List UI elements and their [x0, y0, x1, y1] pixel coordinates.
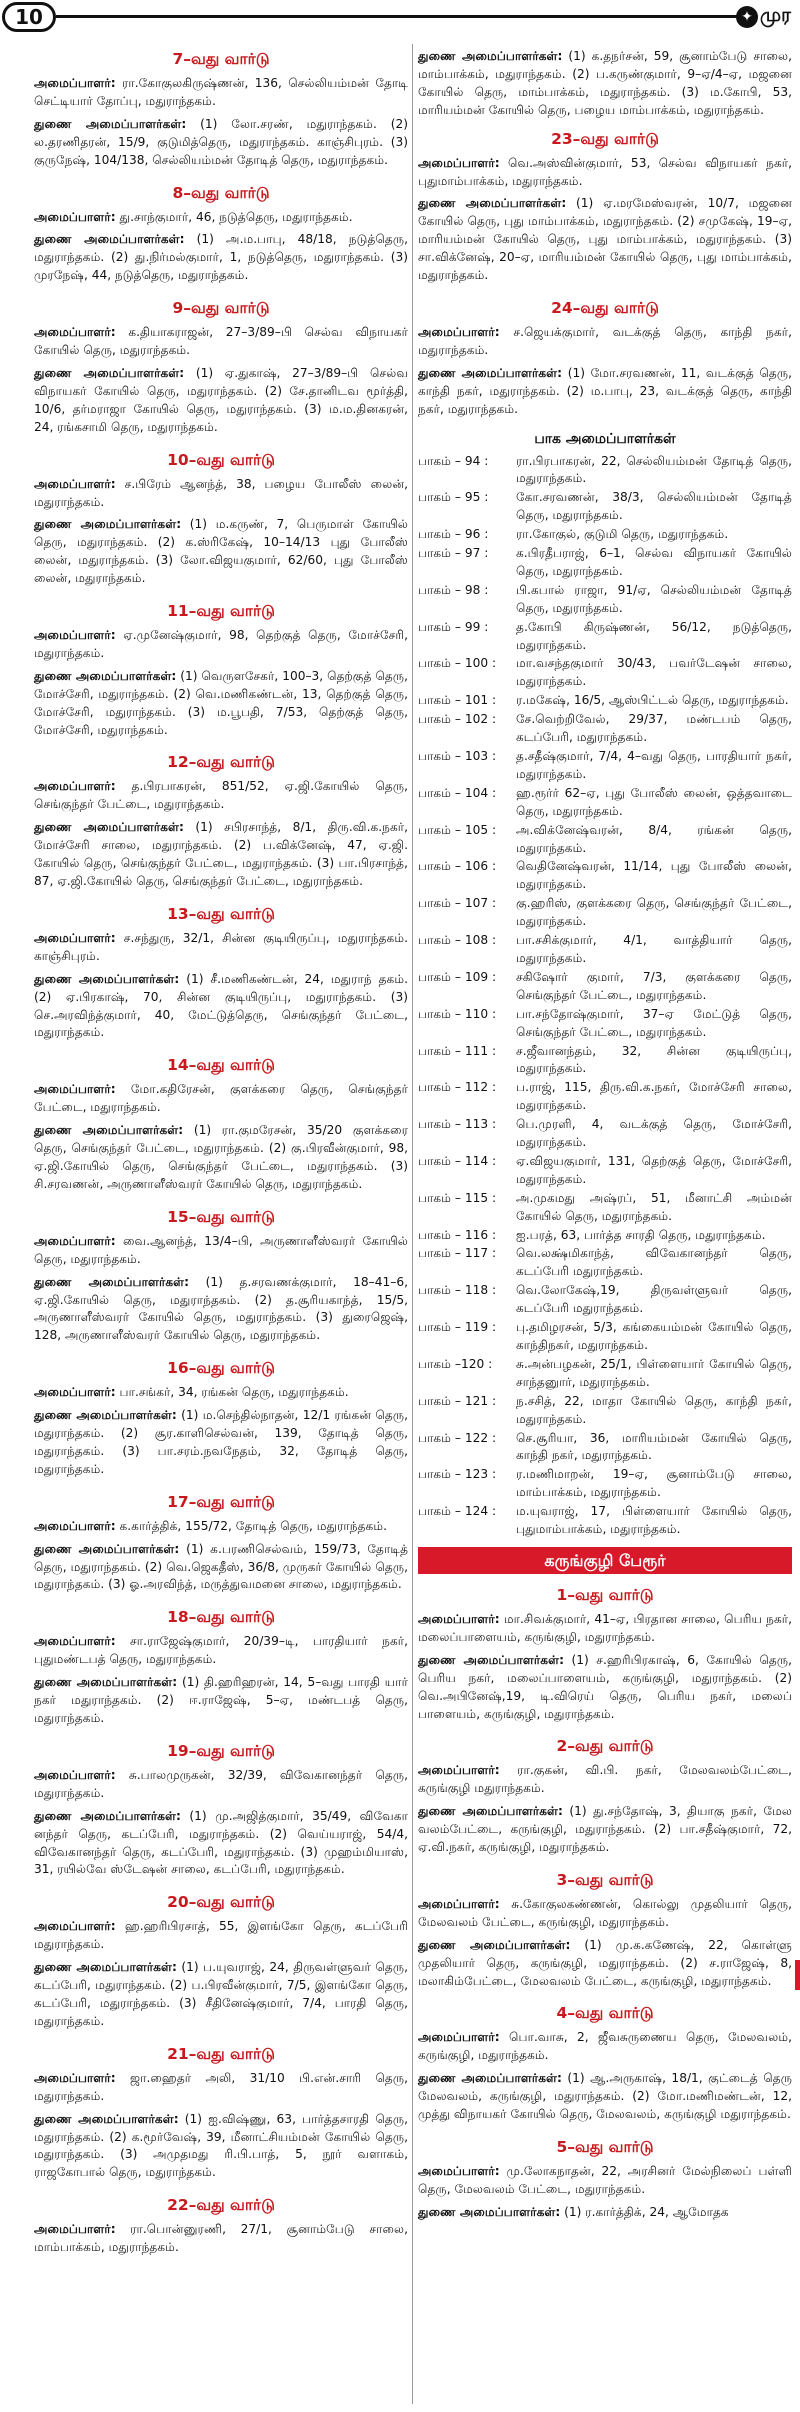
secretary-text: பொ.வாசு, 2, ஜீவசுருணைய தெரு, மேலவலம், கருங்குழி, மதுராந்தகம்.	[418, 2030, 792, 2063]
ward-block	[418, 1735, 792, 1857]
ward-block	[418, 2136, 792, 2222]
booth-row	[418, 526, 792, 544]
ward-deputies	[418, 2070, 792, 2124]
secretary-label: அமைப்பாளர்:	[34, 2070, 116, 2085]
ward-title: 18–வது வார்டு	[167, 1608, 275, 1627]
booth-organizer: ர.மணிமாறன், 19–ஏ, சூனாம்பேடு சாலை, மாம்பாக்கம், மதுராந்தகம்.	[516, 1467, 792, 1500]
deputies-text: (1) தி.ஹரிஹரன், 14, 5–வது பாரதி யார் நகர் மதுராந்தகம். (2) ஈ.ராஜேஷ், 5–ஏ, மண்டபத் தெரு, மதுராந்தகம்.	[34, 1675, 408, 1725]
header-rule	[56, 15, 738, 18]
karunguzhi-ward-list	[418, 1584, 792, 2222]
ward-title: 23–வது வார்டு	[551, 129, 659, 148]
secretary-label: அமைப்பாளர்:	[34, 930, 116, 945]
deputy-label: துணை அமைப்பாளர்கள்:	[34, 116, 187, 131]
booth-row	[418, 969, 792, 1005]
booth-number: பாகம் – 97 :	[418, 546, 489, 561]
ward-title: 11–வது வார்டு	[167, 602, 275, 621]
deputy-label: துணை அமைப்பாளர்கள்:	[34, 517, 182, 532]
ward-title: 8–வது வார்டு	[172, 183, 270, 202]
ward-title: 7–வது வார்டு	[172, 50, 270, 68]
secretary-label: அமைப்பாளர்:	[418, 1896, 500, 1911]
booth-row	[418, 895, 792, 931]
ward-title: 20–வது வார்டு	[167, 1893, 275, 1912]
booth-number: பாகம் – 105 :	[418, 822, 497, 837]
secretary-label: அமைப்பாளர்:	[34, 1233, 116, 1248]
ward-block	[34, 48, 408, 170]
ward-deputies	[34, 668, 408, 740]
ward-block	[34, 1357, 408, 1479]
booth-row	[418, 1227, 792, 1245]
ward-deputies	[418, 2204, 792, 2222]
secretary-text: ரா.பொன்னுரணி, 27/1, சூனாம்பேடு சாலை, மாம்பாக்கம், மதுராந்தகம்.	[34, 2222, 408, 2255]
deputies-text: (1) க.பரணிசெல்வம், 159/73, தோடித் தெரு, மதுராந்தகம். (2) வெ.ஜெகதீஸ், 36/8, முருகர் கோயில் தெரு, மதுராந்தகம். (3) ஓ.அரவிந்த், மருத்துவமனை சாலை, மதுராந்தகம்.	[34, 1541, 409, 1592]
booth-row	[418, 822, 792, 858]
ward-deputies	[34, 1274, 408, 1346]
ward-deputies	[34, 819, 408, 891]
booth-row	[418, 1319, 792, 1355]
ward-deputies	[34, 1674, 408, 1728]
secretary-label: அமைப்பாளர்:	[418, 2030, 500, 2045]
booth-organizer: பெ.முரளி, 4, வடக்குத் தெரு, மோச்சேரி, மதுராந்தகம்.	[516, 1117, 792, 1150]
ward-block	[34, 1491, 408, 1595]
right-column	[418, 48, 792, 2234]
ward-title: 21–வது வார்டு	[167, 2044, 275, 2063]
deputies-text: (1) ஏ.துகாஷ், 27–3/89–பி செல்வ விநாயகர் கோயில் தெரு, மதுராந்தகம். (2) சே.தானிடவ மூர்த்தி, 10/6, தர்மராஜா கோயில் தெரு, மதுராந்தகம். (3) ம.ம.தினகரன், 24, ரங்கசாமி தெரு, மதுராந்தகம்.	[34, 365, 409, 434]
deputies-text: (1) ஆ.அருகாஷ், 18/1, குட்டைத் தெரு மேலவலம், கருங்குழி, மதுராந்தகம். (2) மோ.மணிமண்டன், 12, முத்து விநாயகர் கோயில் தெரு, மேலவலம், கருங்குழி மதுராந்தகம்.	[418, 2071, 793, 2122]
ward-block	[34, 1606, 408, 1728]
deputy-label: துணை அமைப்பாளர்கள்:	[418, 1804, 563, 1819]
ward-title: 15–வது வார்டு	[167, 1207, 275, 1226]
booth-number: பாகம் – 98 :	[418, 582, 489, 597]
ward-secretary	[418, 1611, 792, 1647]
booth-number: பாகம் – 121 :	[418, 1393, 497, 1408]
deputy-label: துணை அமைப்பாளர்கள்:	[34, 1408, 177, 1423]
booth-organizer: ப.ராஜ், 115, திரு.வி.க.நகர், மோச்சேரி சாலை, மதுராந்தகம்.	[516, 1080, 792, 1113]
deputy-label: துணை அமைப்பாளர்கள்:	[34, 2111, 179, 2126]
secretary-text: ரா.கோகுலகிருஷ்ணன், 136, செல்லியம்மன் தோடி செட்டியார் தோப்பு, மதுராந்தகம்.	[34, 76, 408, 108]
booth-number: பாகம் – 112 :	[418, 1080, 497, 1095]
booth-row	[418, 453, 792, 489]
booth-organizer: ச.ஜீவானந்தம், 32, சின்ன குடியிருப்பு, மதுராந்தகம்.	[516, 1043, 792, 1076]
booth-organizer: சகிஷோர் குமார், 7/3, குளக்கரை தெரு, செங்குந்தர் பேட்டை, மதுராந்தகம்.	[516, 969, 792, 1002]
booth-number: பாகம் – 111 :	[418, 1043, 497, 1058]
secretary-text: ஜா.ஹைதர் அலி, 31/10 பி.என்.சாரி தெரு, மதுராந்தகம்.	[34, 2070, 408, 2103]
ward-secretary	[34, 778, 408, 814]
booth-row	[418, 785, 792, 821]
secretary-text: து.சாந்குமார், 46, நடுத்தெரு, மதுராந்தகம்.	[119, 209, 353, 224]
ward-secretary	[34, 1081, 408, 1117]
ward-title: 16–வது வார்டு	[167, 1359, 275, 1378]
booth-row	[418, 1079, 792, 1115]
ward-block	[418, 2002, 792, 2124]
booth-row	[418, 619, 792, 655]
ward-secretary	[34, 2221, 408, 2257]
booth-number: பாகம் – 107 :	[418, 896, 497, 911]
ward-secretary	[34, 1384, 408, 1402]
ward-secretary	[34, 1633, 408, 1669]
deputy-label: துணை அமைப்பாளர்கள்:	[418, 1652, 564, 1667]
secretary-text: வெ.அஸ்வின்குமார், 53, செல்வ விநாயகர் நகர், புதுமாம்பாக்கம், மதுராந்தகம்.	[418, 155, 793, 188]
deputy-label: துணை அமைப்பாளர்கள்:	[418, 196, 567, 211]
ward-deputies	[34, 116, 408, 170]
deputy-label: துணை அமைப்பாளர்கள்:	[34, 820, 184, 835]
ward-deputies	[418, 1803, 792, 1857]
booth-organizer: ஹ.ரூர்ர் 62–ஏ, புது போலீஸ் லைன், ஒத்தவாடை தெரு, மதுராந்தகம்.	[516, 785, 792, 818]
ward-title: 17–வது வார்டு	[167, 1492, 275, 1511]
booth-organizer: பா.சந்தோஷ்குமார், 37–ஏ மேட்டுத் தெரு, செங்குந்தர் பேட்டை, மதுராந்தகம்.	[516, 1006, 792, 1039]
secretary-label: அமைப்பாளர்:	[34, 209, 116, 224]
ward-secretary	[34, 209, 408, 227]
booth-row	[418, 692, 792, 710]
booth-number: பாகம் – 95 :	[418, 490, 489, 505]
booth-number: பாகம் – 94 :	[418, 453, 489, 468]
ward-secretary	[418, 2163, 792, 2199]
booth-number: பாகம் – 100 :	[418, 656, 497, 671]
ward-secretary	[34, 324, 408, 360]
booth-number: பாகம் – 110 :	[418, 1006, 497, 1021]
booth-number: பாகம் – 106 :	[418, 859, 497, 874]
secretary-label: அமைப்பாளர்:	[34, 476, 116, 491]
deputies-text: (1) மோ.சரவணன், 11, வடக்குத் தெரு, காந்தி நகர், மதுராந்தகம். (2) ம.பாபு, 23, வடக்குத் தெரு, காந்தி நகர், மதுராந்தகம்.	[418, 365, 793, 416]
booth-organizer: ரா.பிரபாகரன், 22, செல்லியம்மன் தோடித் தெரு, மதுராந்தகம்.	[516, 453, 792, 486]
ward-title: 14–வது வார்டு	[167, 1056, 275, 1075]
booth-row	[418, 1466, 792, 1502]
booth-number: பாகம் – 103 :	[418, 749, 497, 763]
booth-row	[418, 1282, 792, 1318]
booth-row	[418, 1006, 792, 1042]
deputies-text: (1) வெருளசேகர், 100–3, தெற்குத் தெரு, மோச்சேரி, மதுராந்தகம். (2) வெ.மணிகண்டன், 13, தெற்குத் தெரு, மோச்சேரி, மதுராந்தகம். (3) ம.பூபதி, 7/53, தெற்குத் தெரு, மோச்சேரி, மதுராந்தகம்.	[34, 668, 409, 737]
secretary-label: அமைப்பாளர்:	[34, 1385, 116, 1400]
ward-block	[34, 1206, 408, 1345]
ward-title: 4–வது வார்டு	[556, 2004, 654, 2023]
deputy-label: துணை அமைப்பாளர்கள்:	[34, 1960, 177, 1975]
deputies-text: (1) ப.யுவராஜ், 24, திருவள்ளுவர் தெரு, கடப்பேரி, மதுராந்தகம். (2) ப.பிரவீன்குமார், 7/5, இளங்கோ தெரு, கடப்பேரி, மதுராந்தகம். (3) சீதினேஷ்குமார், 7/4, பாரதி தெரு, மதுராந்தகம்.	[34, 1960, 408, 2028]
booth-organizer: வெ.லக்ஷ்மிகாந்த், விவேகானந்தர் தெரு, கடப்பேரி மதுராந்தகம்.	[516, 1246, 792, 1279]
booth-row	[418, 1190, 792, 1226]
ward-block	[34, 1054, 408, 1193]
booth-organizer: அ.விக்னேஷ்வரன், 8/4, ரங்கன் தெரு, மதுராந்தகம்.	[516, 822, 792, 855]
ward-secretary	[418, 1896, 792, 1932]
secretary-label: அமைப்பாளர்:	[418, 324, 500, 339]
booth-organizer: ம.யுவராஜ், 17, பிள்ளையார் கோயில் தெரு, புதுமாம்பாக்கம், மதுராந்தகம்.	[516, 1504, 792, 1537]
ward-title: 9–வது வார்டு	[172, 299, 270, 318]
booth-row	[418, 582, 792, 618]
booth-organizer: கோ.சரவணன், 38/3, செல்லியம்மன் தோடித் தெரு, மதுராந்தகம்.	[516, 490, 792, 523]
secretary-text: ச.ஜெயக்குமார், வடக்குத் தெரு, காந்தி நகர், மதுராந்தகம்.	[418, 324, 793, 357]
booth-number: பாகம் – 102 :	[418, 712, 497, 727]
ward-title: 2–வது வார்டு	[556, 1737, 654, 1756]
secretary-label: அமைப்பாளர்:	[34, 1518, 116, 1533]
deputies-text: (1) ம.கருண், 7, பெருமாள் கோயில் தெரு, மதுராந்தகம். (2) க.ஸ்ரிகேஷ், 10–14/13 புது போலீஸ் லைன், மதுராந்தகம். (3) லோ.விஜயகுமார், 62/60, புது போலீஸ் லைன், மதுராந்தகம்.	[34, 517, 409, 586]
secretary-label: அமைப்பாளர்:	[34, 1767, 116, 1782]
secretary-label: அமைப்பாளர்:	[418, 155, 500, 170]
deputies-text: (1) ச.ஹரிபிரகாஷ், 6, கோயில் தெரு, பெரிய நகர், மலைப்பாளையம், கருங்குழி, மதுராந்தகம். (2) வெ.அபினேஷ்,19, டி.விரெய் தெரு, பெரிய நகர், மலைப் பாளையம், கருங்குழி, மதுராந்தகம்.	[418, 1652, 793, 1721]
deputies-text: (1) மு.அஜித்குமார், 35/49, விவேகா னந்தர் தெரு, கடப்பேரி, மதுராந்தகம். (2) வெய்யராஜ், 54/4, விவேகானந்தர் தெரு, கடப்பேரி, மதுராந்தகம். (3) முஹம்மியாஸ், 31, ரயில்வே ஸ்டேஷன் சாலை, கடப்பேரி, மதுராந்தகம்.	[34, 1808, 408, 1877]
ward-title: 12–வது வார்டு	[167, 753, 275, 772]
ward-secretary	[34, 476, 408, 512]
publication-name: முர	[760, 4, 791, 26]
booth-number: பாகம் – 114 :	[418, 1153, 497, 1168]
ward-title: 1–வது வார்டு	[556, 1585, 654, 1604]
booth-organizer: வெதினேஷ்வரன், 11/14, புது போலீஸ் லைன், மதுராந்தகம்.	[516, 859, 792, 892]
booth-organizer: ரா.கோகுல், குடுமி தெரு, மதுராந்தகம்.	[516, 527, 729, 542]
booth-row	[418, 1116, 792, 1152]
ward-deputies	[34, 971, 408, 1043]
ward-deputies	[418, 195, 792, 285]
ward-block	[34, 2043, 408, 2182]
ward-secretary	[34, 2070, 408, 2106]
booth-number: பாகம் – 118 :	[418, 1283, 497, 1298]
secretary-text: ஹ.ஹரிபிரசாத், 55, இளங்கோ தெரு, கடப்பேரி மதுராந்தகம்.	[34, 1919, 409, 1952]
secretary-text: ச.பிரேம் ஆனந்த், 38, பழைய போலீஸ் லைன், மதுராந்தகம்.	[34, 476, 409, 509]
secretary-text: ஏ.முனேஷ்குமார், 98, தெற்குத் தெரு, மோச்சேரி, மதுராந்தகம்.	[34, 628, 408, 660]
booth-organizer: த.கோபி கிருஷ்ணன், 56/12, நடுத்தெரு, மதுராந்தகம்.	[516, 619, 792, 652]
ward-deputies	[34, 1808, 408, 1880]
deputy-label: துணை அமைப்பாளர்கள்:	[34, 1123, 184, 1138]
booth-section-heading: பாக அமைப்பாளர்கள்	[534, 430, 676, 447]
ward-block	[418, 128, 792, 285]
emblem-icon: ✦	[736, 6, 758, 28]
secretary-text: ச.சந்துரு, 32/1, சின்ன குடியிருப்பு, மதுராந்தகம். காஞ்சிபுரம்.	[34, 930, 408, 963]
booth-number: பாகம் – 109 :	[418, 969, 497, 984]
booth-number: பாகம் – 122 :	[418, 1430, 497, 1445]
deputies-text: (1) லோ.சரண், மதுராந்தகம். (2) ல.தரணிதரன், 15/9, குடுமித்தெரு, மதுராந்தகம். காஞ்சிபுரம். (3) குருநேஷ், 104/138, செல்லியம்மன் தோடித் தெரு, மதுராந்தகம்.	[34, 116, 408, 167]
ward-deputies	[418, 365, 792, 419]
secretary-label: அமைப்பாளர்:	[34, 628, 116, 643]
deputies-text: (1) அ.ம.பாபு, 48/18, நடுத்தெரு, மதுராந்தகம். (2) து.நிர்மல்குமார், 1, நடுத்தெரு, மதுராந்தகம். (3) முரநேஷ், 44, நடுத்தெரு, மதுராந்தகம்.	[34, 232, 408, 283]
ward-secretary	[34, 930, 408, 966]
ward-deputies	[418, 1937, 792, 1991]
deputy-label: துணை அமைப்பாளர்கள்:	[34, 1274, 190, 1289]
booth-row	[418, 1245, 792, 1281]
booth-row	[418, 1503, 792, 1539]
booth-number: பாகம் –120 :	[418, 1356, 493, 1371]
edge-marker	[795, 1960, 800, 1990]
ward-title: 24–வது வார்டு	[551, 298, 659, 317]
ward-title: 13–வது வார்டு	[167, 904, 275, 923]
booth-number: பாகம் – 101 :	[418, 693, 497, 708]
deputy-label: துணை அமைப்பாளர்கள்:	[34, 971, 180, 986]
deputies-text: (1) த.சரவணக்குமார், 18–41–6, ஏ.ஜி.கோயில் தெரு, மதுராந்தகம். (2) த.சூரியகாந்த், 15/5, அருணாளீஸ்வரர் கோயில் தெரு, மதுராந்தகம். (3) துரைஜெஷ், 128, அருணாளீஸ்வரர் கோயில் தெரு, மதுராந்தகம்.	[34, 1274, 408, 1343]
ward-deputies	[34, 231, 408, 285]
booth-organizer: க.பிரதீபராஜ், 6–1, செல்வ விநாயகர் கோயில் தெரு, மதுராந்தகம்.	[516, 546, 792, 578]
page-number: 10	[2, 2, 56, 32]
booth-row	[418, 1430, 792, 1466]
booth-organizer: மா.வசந்தகுமார் 30/43, பவர்டேஷன் சாலை, மதுராந்தகம்.	[516, 656, 792, 689]
deputies-text: (1) சீ.மணிகண்டன், 24, மதுராந் தகம். (2) ஏ.பிரகாஷ், 70, சின்ன குடியிருப்பு, மதுராந்தகம். (3) செ.அரவிந்த்குமார், 40, மேட்டுத்தெரு, செங்குந்தர் பேட்டை, மதுராந்தகம்.	[34, 971, 409, 1040]
secretary-label: அமைப்பாளர்:	[34, 325, 116, 340]
secretary-text: மு.லோகநாதன், 22, அரசினர் மேல்நிலைப் பள்ளி தெரு, மேலவலம் பேட்டை, மதுராந்தகம்.	[418, 2164, 793, 2196]
ward-deputies	[34, 2111, 408, 2183]
secretary-text: சு.கோகுலகண்ணன், கொல்லு முதலியார் தெரு, மேலவலம் பேட்டை, கருங்குழி, மதுராந்தகம்.	[418, 1896, 792, 1929]
ward-secretary	[418, 2029, 792, 2065]
booth-list	[418, 453, 792, 1539]
deputies-text: (1) ஐ.விஷ்ணு, 63, பார்த்தசாரதி தெரு, மதுராந்தகம். (2) க.மூர்வேஷ், 39, மீனாட்சியம்மன் கோயில் தெரு, மதுராந்தகம். (3) அமுதமது ரி.பி.பாத், 5, நூர் வளாகம், ராஜகோபால் தெரு, மதுராந்தகம்.	[34, 2111, 408, 2180]
ward-secretary	[34, 75, 408, 111]
deputy-label: துணை அமைப்பாளர்கள்:	[34, 232, 185, 247]
deputies-text: (1) மு.க.கணேஷ், 22, கொள்ளு முதலியார் தெரு, கருங்குழி, மதுராந்தகம். (2) ச.ராஜேஷ், 8, மலாகிம்பேட்டை, மேலவலம் பேட்டை, கருங்குழி, மதுராந்தகம்.	[418, 1937, 792, 1988]
ward-secretary	[418, 1762, 792, 1798]
booth-organizer: பா.சசிக்குமார், 4/1, வாத்தியார் தெரு, மதுராந்தகம்.	[516, 933, 792, 965]
deputies-text: (1) ரா.குமரேசன், 35/20 குளக்கரை தெரு, செங்குந்தர் பேட்டை, மதுராந்தகம். (2) கு.பிரவீன்குமார், 98, ஏ.ஜி.கோயில் தெரு, செங்குந்தர் பேட்டை, மதுராந்தகம். (3) சி.சரவணன், அருணாளீஸ்வரர் கோயில் தெரு, மதுராந்தகம்.	[34, 1123, 409, 1191]
booth-number: பாகம் – 124 :	[418, 1504, 497, 1519]
ward-secretary	[418, 324, 792, 360]
secretary-label: அமைப்பாளர்:	[418, 2164, 500, 2178]
ward-deputies	[34, 1122, 408, 1194]
ward-block	[34, 600, 408, 739]
deputy-label: துணை அமைப்பாளர்கள்:	[34, 1675, 178, 1690]
ward-title: 3–வது வார்டு	[556, 1870, 654, 1889]
deputy-label: துணை அமைப்பாளர்கள்:	[418, 1937, 571, 1952]
booth-number: பாகம் – 108 :	[418, 933, 497, 948]
ward-deputies	[418, 1652, 792, 1724]
column-divider	[412, 44, 413, 2404]
booth-organizer: ஐ.பரத், 63, பார்த்த சாரதி தெரு, மதுராந்தகம்.	[516, 1227, 766, 1242]
secretary-text: சு.பாலமுருகன், 32/39, விவேகானந்தர் தெரு, மதுராந்தகம்.	[34, 1767, 408, 1800]
ward-secretary	[418, 155, 792, 191]
right-ward-list	[418, 128, 792, 419]
booth-row	[418, 858, 792, 894]
ward-secretary	[34, 1767, 408, 1803]
ward-block	[34, 449, 408, 588]
ward-title: 5–வது வார்டு	[556, 2138, 654, 2156]
booth-number: பாகம் – 123 :	[418, 1467, 497, 1482]
booth-row	[418, 1153, 792, 1189]
deputy-label: துணை அமைப்பாளர்கள்:	[418, 365, 563, 380]
ward-deputies	[34, 516, 408, 588]
ward-block	[34, 182, 408, 286]
booth-organizer: கு.ஹரிஸ், குளக்கரை தெரு, செங்குந்தர் பேட்டை, மதுராந்தகம்.	[516, 896, 792, 929]
booth-number: பாகம் – 104 :	[418, 785, 497, 800]
booth-organizer: செ.சூரியா, 36, மாரியம்மன் கோயில் தெரு, காந்தி நகர், மதுராந்தகம்.	[516, 1430, 792, 1463]
ward-block	[418, 1584, 792, 1723]
ward-block	[34, 751, 408, 890]
booth-row	[418, 655, 792, 691]
booth-organizer: பு.தமிழரசன், 5/3, கங்கையம்மன் கோயில் தெரு, காந்திநகர், மதுராந்தகம்.	[516, 1320, 792, 1352]
secretary-text: க.தியாகராஜன், 27–3/89–பி செல்வ விநாயகர் கோயில் தெரு, மதுராந்தகம்.	[34, 325, 409, 358]
secretary-label: அமைப்பாளர்:	[418, 1611, 500, 1626]
booth-row	[418, 1393, 792, 1429]
secretary-text: க.கார்த்திக், 155/72, தோடித் தெரு, மதுராந்தகம்.	[119, 1518, 388, 1533]
ward-secretary	[34, 1518, 408, 1536]
ward-22-deputies	[418, 48, 792, 120]
ward-block	[34, 1740, 408, 1879]
booth-number: பாகம் – 99 :	[418, 619, 489, 634]
ward-title: 19–வது வார்டு	[167, 1741, 275, 1760]
deputies-text: (1) ம.செந்தில்நாதன், 12/1 ரங்கன் தெரு, மதுராந்தகம். (2) சூர.காளிசெல்வன், 139, தோடித் தெரு, மதுராந்தகம். (3) பா.சரம்.நவநேதம், 32, தோடித் தெரு, மதுராந்தகம்.	[34, 1408, 409, 1476]
booth-number: பாகம் – 115 :	[418, 1190, 497, 1205]
deputy-label: துணை அமைப்பாளர்கள்:	[34, 1541, 180, 1556]
ward-deputies	[34, 365, 408, 437]
booth-number: பாகம் – 96 :	[418, 527, 489, 542]
deputy-label: துணை அமைப்பாளர்கள்:	[34, 668, 177, 683]
deputy-label: துணை அமைப்பாளர்கள்:	[418, 2071, 562, 2086]
ward-block	[34, 297, 408, 436]
secretary-text: த.பிரபாகரன், 851/52, ஏ.ஜி.கோயில் தெரு, செங்குந்தர் பேட்டை, மதுராந்தகம்.	[34, 779, 408, 812]
ward-block	[418, 1869, 792, 1991]
secretary-label: அமைப்பாளர்:	[34, 779, 116, 794]
secretary-text: மா.சிவக்குமார், 41–ஏ, பிரதான சாலை, பெரிய நகர், மலைப்பாளையம், கருங்குழி, மதுராந்தகம்.	[418, 1611, 793, 1644]
secretary-label: அமைப்பாளர்:	[418, 1763, 500, 1778]
secretary-text: சா.ராஜேஷ்குமார், 20/39–டி, பாரதியார் நகர், புதுமண்டபத் தெரு, மதுராந்தகம்.	[34, 1634, 409, 1667]
booth-organizer: வெ.லோகேஷ்,19, திருவள்ளுவர் தெரு, கடப்பேரி மதுராந்தகம்.	[516, 1283, 792, 1316]
karunguzhi-banner: கருங்குழி பேரூர்	[418, 1547, 792, 1574]
booth-organizer: அ.முகமது அஷ்ரப், 51, மீனாட்சி அம்மன் கோயில் தெரு, மதுராந்தகம்.	[516, 1190, 792, 1223]
ward-22-deputies-text: (1) க.தநர்சன், 59, சூனாம்பேடு சாலை, மாம்பாக்கம், மதுராந்தகம். (2) ப.கருண்குமார், 9–ஏ/4–ஏ, மஜனை கோயில் தெரு, மாம்பாக்கம், மதுராந்தகம். (3) ம.கோபி, 53, மாரியம்மன் கோயில் தெரு, பழைய மாம்பாக்கம், மதுராந்தகம்.	[418, 49, 792, 117]
secretary-text: வை.ஆனந்த், 13/4–பி, அருணாளீஸ்வரர் கோயில் தெரு, மதுராந்தகம்.	[34, 1233, 408, 1266]
booth-organizer: த.சதீஷ்குமார், 7/4, 4–வது தெரு, பாரதியார் நகர், மதுராந்தகம்.	[516, 749, 792, 781]
booth-number: பாகம் – 113 :	[418, 1117, 497, 1132]
deputy-label: துணை அமைப்பாளர்கள்:	[418, 2204, 561, 2219]
ward-title: 22–வது வார்டு	[167, 2196, 275, 2215]
booth-organizer: சு.அன்பழகன், 25/1, பிள்ளையார் கோயில் தெரு, சாந்தனுார், மதுராந்தகம்.	[516, 1356, 792, 1389]
deputy-label: துணை அமைப்பாளர்கள்:	[34, 365, 185, 380]
booth-organizer: சே.வெற்றிவேல், 29/37, மண்டபம் தெரு, கடப்பேரி, மதுராந்தகம்.	[516, 712, 792, 745]
ward-block	[34, 1891, 408, 2030]
booth-organizer: ஏ.விஜயகுமார், 131, தெற்குத் தெரு, மோச்சேரி, மதுராந்தகம்.	[516, 1153, 792, 1186]
ward-title: 10–வது வார்டு	[167, 450, 275, 469]
secretary-label: அமைப்பாளர்:	[34, 1634, 116, 1649]
secretary-label: அமைப்பாளர்:	[34, 2222, 116, 2237]
booth-row	[418, 489, 792, 525]
booth-organizer: ர.மகேஷ், 16/5, ஆஸ்பிட்டல் தெரு, மதுராந்தகம்.	[516, 693, 789, 708]
ward-block	[34, 2194, 408, 2257]
booth-number: பாகம் – 117 :	[418, 1246, 497, 1261]
deputies-text: (1) து.சந்தோஷ், 3, தியாகு நகர், மேல வலம்பேட்டை, கருங்குழி, மதுராந்தகம். (2) பா.சதீஷ்குமார், 72, ஏ.வி.நகர், கருங்குழி, மதுராந்தகம்.	[418, 1804, 793, 1855]
page-header	[0, 0, 800, 34]
booth-row	[418, 545, 792, 581]
secretary-text: ரா.குகன், வி.பி. நகர், மேலவலம்பேட்டை, கருங்குழி மதுராந்தகம்.	[418, 1763, 793, 1796]
booth-row	[418, 1043, 792, 1079]
secretary-text: மோ.கதிரேசன், குளக்கரை தெரு, செங்குந்தர் பேட்டை, மதுராந்தகம்.	[34, 1082, 409, 1115]
ward-secretary	[34, 1233, 408, 1269]
booth-organizer: பி.கபால் ராஜா, 91/ஏ, செல்லியம்மன் தோடித் தெரு, மதுராந்தகம்.	[516, 582, 792, 615]
secretary-label: அமைப்பாளர்:	[34, 1919, 116, 1934]
deputy-label: துணை அமைப்பாளர்கள்:	[34, 1808, 181, 1823]
booth-number: பாகம் – 119 :	[418, 1320, 497, 1335]
ward-deputies	[34, 1407, 408, 1479]
left-column	[34, 48, 408, 2269]
ward-block	[418, 297, 792, 419]
secretary-label: அமைப்பாளர்:	[34, 1082, 116, 1097]
booth-row	[418, 932, 792, 968]
booth-row	[418, 711, 792, 747]
booth-row	[418, 1356, 792, 1392]
deputy-label: துணை அமைப்பாளர்கள்:	[418, 49, 563, 63]
secretary-text: பா.சங்கர், 34, ரங்கன் தெரு, மதுராந்தகம்.	[119, 1385, 349, 1400]
booth-row	[418, 748, 792, 784]
ward-secretary	[34, 1918, 408, 1954]
ward-deputies	[34, 1959, 408, 2031]
secretary-label: அமைப்பாளர்:	[34, 76, 116, 90]
booth-organizer: ந.சசித், 22, மாதா கோயில் தெரு, காந்தி நகர், மதுராந்தகம்.	[516, 1393, 792, 1426]
ward-secretary	[34, 627, 408, 663]
deputies-text: (1) ர.கார்த்திக், 24, ஆமோதக	[564, 2204, 729, 2219]
ward-deputies	[34, 1541, 408, 1595]
ward-block	[34, 903, 408, 1042]
deputies-text: (1) சபிரசாந்த், 8/1, திரு.வி.க.நகர், மோச்சேரி சாலை, மதுராந்தகம். (2) ப.விக்னேஷ், 47, ஏ.ஜி. கோயில் தெரு, செங்குந்தர் பேட்டை, மதுராந்தகம். (3) பா.பிரசாந்த், 87, ஏ.ஜி.கோயில் தெரு, செங்குந்தர் பேட்டை, மதுராந்தகம்.	[34, 820, 408, 888]
deputies-text: (1) ஏ.மரமேஸ்வரன், 10/7, மஜனை கோயில் தெரு, புது மாம்பாக்கம், மதுராந்தகம். (2) சமுகேஷ், 19–ஏ, மாரியம்மன் கோயில் தெரு, புது மாம்பாக்கம், மதுராந்தகம். (3) சா.விக்னேஷ், 20–ஏ, மாரியம்மன் கோயில் தெரு, புது மாம்பாக்கம், மதுராந்தகம்.	[418, 196, 792, 283]
booth-number: பாகம் – 116 :	[418, 1227, 497, 1242]
left-ward-list	[34, 48, 408, 2257]
